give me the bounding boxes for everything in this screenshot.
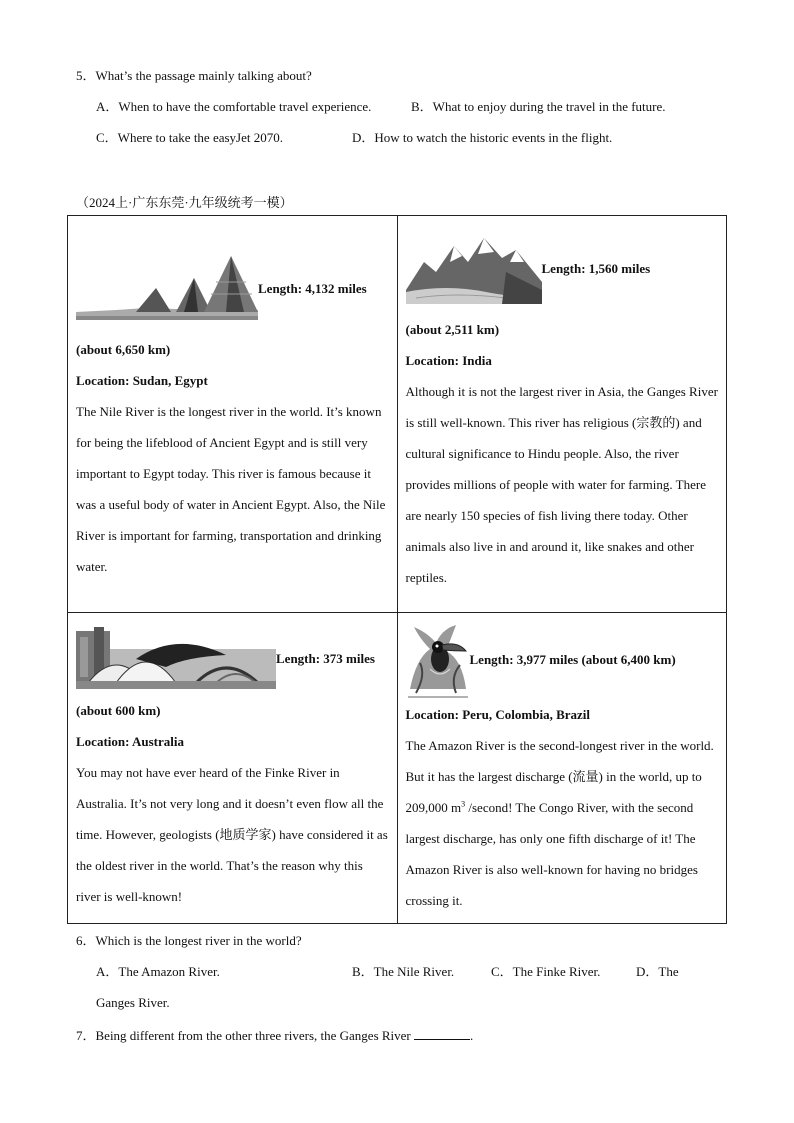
cubic-superscript: 3 xyxy=(461,799,466,809)
river-length-km: (about 6,650 km) xyxy=(76,342,171,357)
river-description: The Nile River is the longest river in the world. It’s known for being the lifeblood of Ancient Egypt and is still very important to Egypt today. This river is famous because it was a useful body of water in Ancient Egypt. Also, the Nile River is important for farming, transportation and drinking water. xyxy=(76,404,386,574)
river-length-km: (about 2,511 km) xyxy=(405,322,500,337)
question-5-option-d: D．How to watch the historic events in the flight. xyxy=(352,130,613,145)
exam-source: （2024上·广东东莞·九年级统考一模） xyxy=(76,195,293,210)
river-length: Length: 373 miles xyxy=(276,650,375,666)
river-description xyxy=(406,730,719,916)
pyramids-illustration xyxy=(76,252,258,324)
river-length: Length: 3,977 miles (about 6,400 km) xyxy=(469,651,676,667)
question-6-stem: 6．Which is the longest river in the world? xyxy=(76,933,302,948)
river-description: You may not have ever heard of the Finke River in Australia. It’s not very long and it doesn’t even flow all the time. However, geologists (地质学家) have considered it as the oldest river in the world. That’s the reason why this river is well-known! xyxy=(76,765,388,904)
river-length: Length: 1,560 miles xyxy=(541,260,651,276)
toucan-illustration xyxy=(406,619,470,699)
question-6-option-d: D．The xyxy=(636,964,679,979)
river-length: Length: 4,132 miles xyxy=(258,280,367,296)
river-length-km: (about 600 km) xyxy=(76,703,161,718)
rivers-table xyxy=(67,215,727,924)
river-location: Location: Australia xyxy=(76,734,184,749)
question-5-stem: 5．What’s the passage mainly talking about? xyxy=(76,68,312,83)
question-7-stem xyxy=(76,1027,473,1044)
river-description-part: The Amazon River is the second-longest river in the world. But it has the largest discharge (流量) in the world, up to 209,000 m xyxy=(405,738,714,815)
question-6-option-a: A．The Amazon River. xyxy=(96,964,220,979)
river-location: Location: Peru, Colombia, Brazil xyxy=(405,707,591,722)
river-description-part: /second! The Congo River, with the second largest discharge, has only one fifth discharge of it! The Amazon River is also well-known for having no bridges crossing it. xyxy=(405,800,698,908)
river-location: Location: India xyxy=(405,353,492,368)
river-cell-amazon xyxy=(397,613,727,924)
answer-blank xyxy=(414,1027,470,1040)
question-7-text: 7．Being different from the other three rivers, the Ganges River xyxy=(76,1028,411,1043)
river-location: Location: Sudan, Egypt xyxy=(76,373,208,388)
question-6-option-d-continued: Ganges River. xyxy=(96,995,170,1010)
question-5-option-c: C．Where to take the easyJet 2070. xyxy=(96,130,283,145)
river-cell-ganges xyxy=(397,216,727,613)
question-7-end: . xyxy=(470,1028,474,1043)
question-5-option-a: A．When to have the comfortable travel experience. xyxy=(96,99,372,114)
question-5-option-b: B．What to enjoy during the travel in the future. xyxy=(411,99,666,114)
river-cell-finke xyxy=(68,613,398,924)
river-cell-nile xyxy=(68,216,398,613)
mountains-illustration xyxy=(406,232,542,304)
river-description: Although it is not the largest river in Asia, the Ganges River is still well-known. This river has religious (宗教的) and cultural significance to Hindu people. Also, the river provides millions of people with water for farming. There are nearly 150 species of fish living there today. Other animals also live in and around it, like snakes and other reptiles. xyxy=(405,384,718,585)
question-6-option-c: C．The Finke River. xyxy=(491,964,601,979)
opera-house-illustration xyxy=(76,627,276,689)
question-6-option-b: B．The Nile River. xyxy=(352,964,455,979)
